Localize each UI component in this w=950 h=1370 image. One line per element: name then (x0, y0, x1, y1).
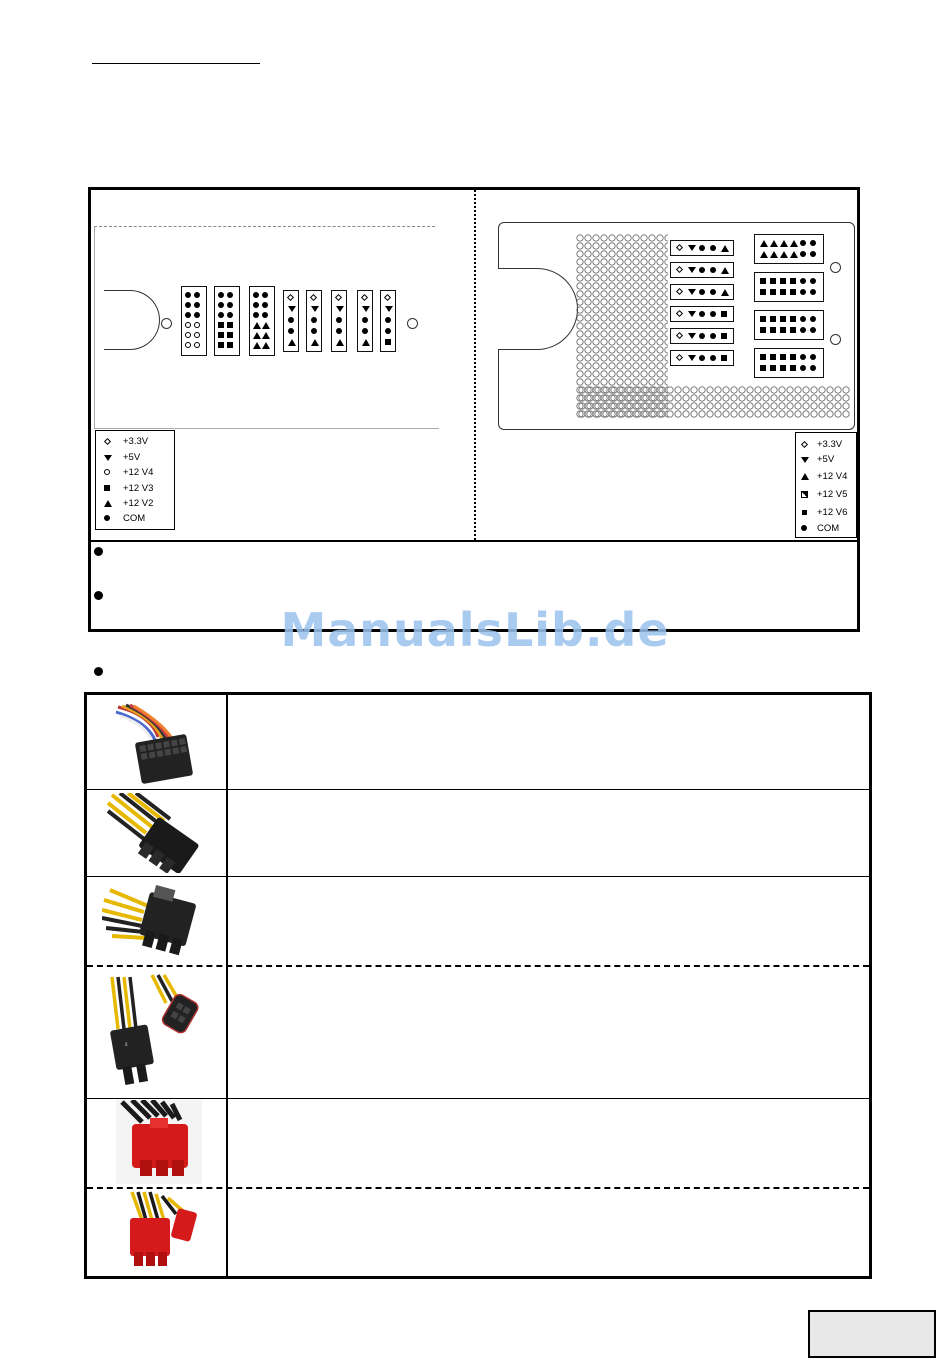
connector-pin (227, 322, 233, 328)
connector-pin (780, 327, 786, 333)
connector-pin (218, 312, 224, 318)
connector-pin (770, 327, 776, 333)
connector-pin (790, 289, 796, 295)
connector-pin (699, 289, 705, 295)
connector-pin (810, 278, 816, 284)
connector-pin (800, 251, 806, 257)
connector-pin (310, 294, 317, 301)
connector-pin (760, 251, 768, 258)
connector-pin (361, 294, 368, 301)
sata-molex-connector (670, 306, 734, 322)
connector-pin (253, 342, 261, 349)
connector-pin (288, 339, 296, 346)
connector-pin (810, 289, 816, 295)
modular-connector (214, 286, 240, 356)
connector-pin (760, 240, 768, 247)
page-number-box (808, 1310, 936, 1358)
connector-pin (770, 289, 776, 295)
left-backplane-ledge (94, 414, 439, 429)
legend-right-row: +12 V5 (796, 488, 856, 503)
connector-pin (336, 328, 342, 334)
atx-24pin-connector-icon (108, 702, 200, 784)
connector-pin (721, 355, 727, 361)
legend-right-row: +5V (796, 453, 856, 468)
connector-pin (790, 316, 796, 322)
peripheral-connector (306, 290, 322, 352)
note-bullet-2 (94, 591, 103, 600)
cable-table-column-divider (226, 695, 228, 1277)
diamond-icon (104, 438, 112, 446)
connector-pin (676, 288, 683, 295)
connector-pin (253, 292, 259, 298)
connector-pin (185, 332, 191, 338)
connector-pin (262, 322, 270, 329)
pcie-cpu-connector (754, 310, 824, 340)
connector-pin (185, 342, 191, 348)
connector-pin (288, 317, 294, 323)
connector-pin (800, 365, 806, 371)
connector-pin (194, 332, 200, 338)
connector-pin (800, 278, 806, 284)
dot-icon (104, 515, 112, 523)
connector-pin (688, 355, 696, 361)
connector-pin (676, 266, 683, 273)
right-cable-notch (498, 268, 578, 350)
dot-icon (801, 525, 809, 533)
connector-pin (362, 306, 370, 312)
circle-icon (104, 469, 112, 477)
legend-right-row: +12 V6 (796, 506, 856, 521)
connector-pin (362, 328, 368, 334)
pcie-6plus2-red-connector-icon (124, 1190, 202, 1274)
peripheral-connector (331, 290, 347, 352)
half-square-icon (801, 491, 809, 499)
legend-right (795, 432, 857, 538)
square-icon (801, 509, 809, 517)
connector-pin (287, 294, 294, 301)
connector-pin (385, 317, 391, 323)
connector-pin (770, 240, 778, 247)
connector-pin (699, 311, 705, 317)
connector-pin (780, 365, 786, 371)
connector-pin (710, 289, 716, 295)
table-row-divider (87, 876, 869, 877)
connector-pin (800, 240, 806, 246)
connector-pin (780, 278, 786, 284)
connector-pin (253, 302, 259, 308)
connector-pin (810, 316, 816, 322)
connector-pin (185, 292, 191, 298)
connector-pin (385, 339, 391, 345)
square-icon (104, 485, 112, 493)
connector-pin (780, 354, 786, 360)
table-row-divider (87, 1187, 869, 1189)
connector-pin (790, 251, 798, 258)
connector-pin (688, 245, 696, 251)
legend-left-row: +12 V2 (96, 497, 174, 512)
connector-pin (288, 328, 294, 334)
connector-pin (676, 332, 683, 339)
legend-right-row: +3.3V (796, 438, 856, 453)
connector-pin (780, 240, 788, 247)
triangle-up-icon (801, 473, 809, 481)
connector-pin (688, 289, 696, 295)
connector-pin (385, 306, 393, 312)
connector-pin (218, 322, 224, 328)
connector-pin (780, 316, 786, 322)
connector-pin (780, 251, 788, 258)
screw-hole-top (830, 262, 841, 273)
connector-pin (760, 327, 766, 333)
note-bullet-1 (94, 547, 103, 556)
connector-pin (218, 292, 224, 298)
eps-8pin-connector-icon (106, 793, 202, 873)
connector-pin (311, 339, 319, 346)
connector-pin (311, 306, 319, 312)
connector-pin (362, 339, 370, 346)
connector-pin (710, 333, 716, 339)
triangle-up-icon (104, 500, 112, 508)
pcie-cpu-connector (754, 348, 824, 378)
legend-left-row: +12 V4 (96, 466, 174, 481)
connector-pin (790, 240, 798, 247)
connector-pin (335, 294, 342, 301)
table-row-divider (87, 789, 869, 790)
figure-divider (474, 190, 476, 540)
connector-pin (810, 327, 816, 333)
connector-pin (770, 278, 776, 284)
figure-notes-divider (91, 540, 857, 542)
connector-pin (336, 339, 344, 346)
connector-pin (699, 333, 705, 339)
connector-pin (384, 294, 391, 301)
connector-pin (810, 365, 816, 371)
connector-pin (710, 311, 716, 317)
connector-pin (800, 289, 806, 295)
connector-pin (699, 355, 705, 361)
connector-pin (288, 306, 296, 312)
connector-pin (790, 327, 796, 333)
connector-pin (262, 302, 268, 308)
connector-pin (770, 365, 776, 371)
connector-pin (227, 332, 233, 338)
connector-pin (185, 322, 191, 328)
connector-pin (194, 312, 200, 318)
sata-molex-connector (670, 284, 734, 300)
connector-pin (760, 278, 766, 284)
connector-pin (688, 333, 696, 339)
connector-pin (218, 342, 224, 348)
heading-underline (92, 63, 260, 64)
connector-pin (810, 240, 816, 246)
connector-pin (262, 292, 268, 298)
connector-pin (770, 251, 778, 258)
connector-pin (790, 278, 796, 284)
connector-pin (800, 354, 806, 360)
connector-pin (721, 289, 729, 296)
connector-pin (790, 354, 796, 360)
connector-pin (699, 267, 705, 273)
vent-pattern-bottom (578, 386, 850, 418)
triangle-down-icon (104, 454, 112, 462)
connector-pin (721, 333, 727, 339)
connector-pin (760, 354, 766, 360)
connector-pin (710, 245, 716, 251)
legend-left (95, 430, 175, 530)
peripheral-connector (357, 290, 373, 352)
sata-molex-connector (670, 262, 734, 278)
modular-connector (181, 286, 207, 356)
screw-hole-bottom (830, 334, 841, 345)
legend-left-row: COM (96, 512, 174, 527)
connector-pin (194, 342, 200, 348)
connector-pin (676, 354, 683, 361)
connector-pin (336, 306, 344, 312)
connector-pin (262, 312, 268, 318)
connector-pin (185, 302, 191, 308)
section-bullet (94, 667, 103, 676)
connector-pin (721, 245, 729, 252)
legend-right-row: +12 V4 (796, 470, 856, 485)
connector-pin (770, 354, 776, 360)
pcie-6pin-red-connector-icon (116, 1100, 202, 1184)
connector-pin (810, 354, 816, 360)
connector-pin (227, 292, 233, 298)
connector-pin (227, 302, 233, 308)
connector-pin (194, 292, 200, 298)
connector-pin (688, 311, 696, 317)
legend-left-row: +5V (96, 451, 174, 466)
connector-pin (311, 317, 317, 323)
diamond-icon (801, 441, 809, 449)
connector-pin (800, 316, 806, 322)
peripheral-connector (283, 290, 299, 352)
watermark: ManualsLib.de (280, 603, 670, 657)
sata-molex-connector (670, 350, 734, 366)
legend-right-row: COM (796, 522, 856, 537)
connector-pin (218, 302, 224, 308)
connector-pin (253, 322, 261, 329)
pcie-8pin-connector-icon (102, 880, 202, 962)
connector-pin (721, 267, 729, 274)
connector-pin (721, 311, 727, 317)
connector-pin (194, 302, 200, 308)
connector-pin (688, 267, 696, 273)
connector-pin (336, 317, 342, 323)
connector-pin (194, 322, 200, 328)
connector-pin (227, 342, 233, 348)
connector-pin (253, 312, 259, 318)
connector-pin (710, 267, 716, 273)
connector-pin (218, 332, 224, 338)
screw-hole-left (161, 318, 172, 329)
peripheral-connector (380, 290, 396, 352)
connector-pin (227, 312, 233, 318)
legend-left-row: +12 V3 (96, 482, 174, 497)
connector-pin (800, 327, 806, 333)
table-row-divider (87, 1098, 869, 1099)
modular-connector (249, 286, 275, 356)
connector-pin (676, 244, 683, 251)
connector-pin (699, 245, 705, 251)
connector-pin (362, 317, 368, 323)
connector-pin (710, 355, 716, 361)
connector-pin (185, 312, 191, 318)
split-4plus4-connector-icon (104, 973, 204, 1091)
connector-pin (385, 328, 391, 334)
sata-molex-connector (670, 328, 734, 344)
legend-left-row: +3.3V (96, 435, 174, 450)
connector-pin (770, 316, 776, 322)
pcie-cpu-connector (754, 272, 824, 302)
sata-molex-connector (670, 240, 734, 256)
connector-pin (676, 310, 683, 317)
connector-pin (760, 289, 766, 295)
connector-pin (810, 251, 816, 257)
connector-pin (253, 332, 261, 339)
connector-pin (790, 365, 796, 371)
connector-pin (760, 316, 766, 322)
pcie-cpu-connector (754, 234, 824, 264)
table-row-divider (87, 965, 869, 967)
connector-pin (262, 332, 270, 339)
svg-text:4: 4 (124, 1041, 129, 1049)
connector-pin (262, 342, 270, 349)
triangle-down-icon (801, 456, 809, 464)
connector-pin (311, 328, 317, 334)
connector-pin (780, 289, 786, 295)
connector-pin (760, 365, 766, 371)
screw-hole-right (407, 318, 418, 329)
